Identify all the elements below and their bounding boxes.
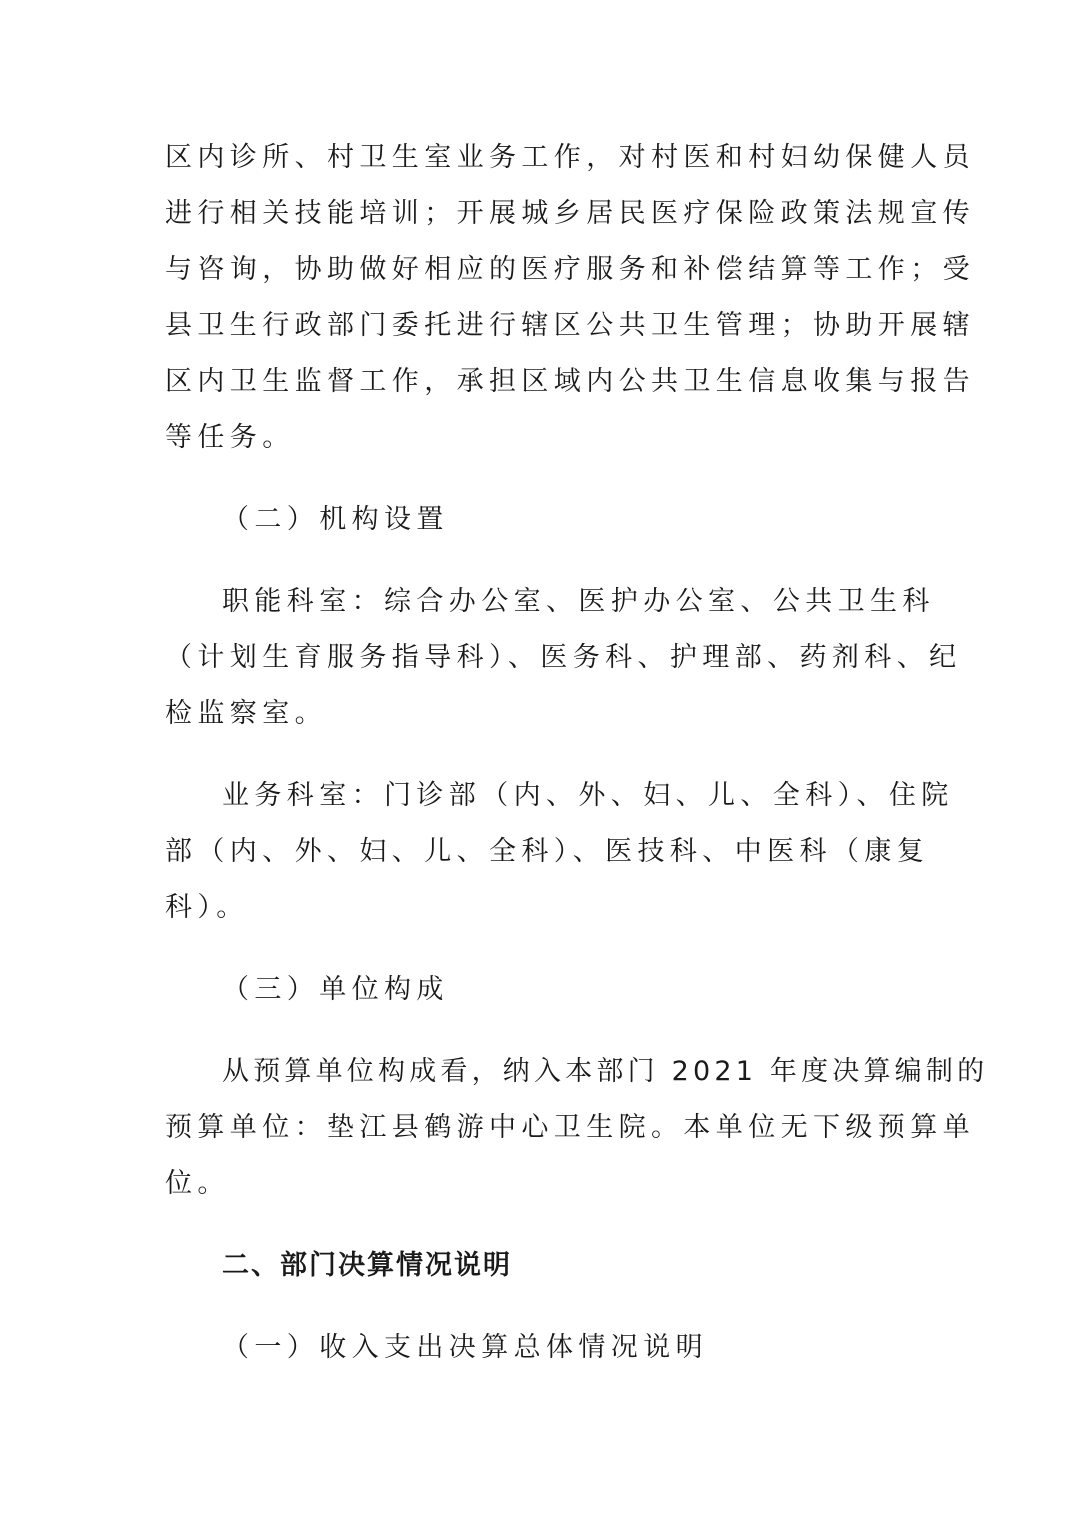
section-heading-jigou: （二）机构设置 bbox=[222, 504, 449, 535]
paragraph-line: 科）。 bbox=[165, 892, 249, 923]
paragraph-line: 县卫生行政部门委托进行辖区公共卫生管理；协助开展辖 bbox=[165, 310, 975, 341]
paragraph-line: 区内诊所、村卫生室业务工作，对村医和村妇幼保健人员 bbox=[165, 142, 975, 173]
paragraph-line: 位。 bbox=[165, 1168, 230, 1199]
paragraph-line: 区内卫生监督工作，承担区域内公共卫生信息收集与报告 bbox=[165, 366, 975, 397]
paragraph-line: 等任务。 bbox=[165, 422, 295, 453]
paragraph-line: 预算单位：垫江县鹤游中心卫生院。本单位无下级预算单 bbox=[165, 1112, 975, 1143]
paragraph-line: 检监察室。 bbox=[165, 698, 327, 729]
paragraph-line: 与咨询，协助做好相应的医疗服务和补偿结算等工作；受 bbox=[165, 254, 975, 285]
paragraph-line: 职能科室：综合办公室、医护办公室、公共卫生科 bbox=[222, 586, 935, 617]
paragraph-line: 业务科室：门诊部（内、外、妇、儿、全科）、住院 bbox=[222, 780, 954, 811]
paragraph-line: 进行相关技能培训；开展城乡居民医疗保险政策法规宣传 bbox=[165, 198, 975, 229]
paragraph-line: 部（内、外、妇、儿、全科）、医技科、中医科（康复 bbox=[165, 836, 930, 867]
section-heading-two: 二、部门决算情况说明 bbox=[222, 1250, 512, 1281]
section-heading-danwei: （三）单位构成 bbox=[222, 974, 449, 1005]
section-heading-shouru: （一）收入支出决算总体情况说明 bbox=[222, 1332, 708, 1363]
paragraph-line: （计划生育服务指导科）、医务科、护理部、药剂科、纪 bbox=[165, 642, 962, 673]
paragraph-line: 从预算单位构成看，纳入本部门 2021 年度决算编制的 bbox=[222, 1056, 989, 1087]
